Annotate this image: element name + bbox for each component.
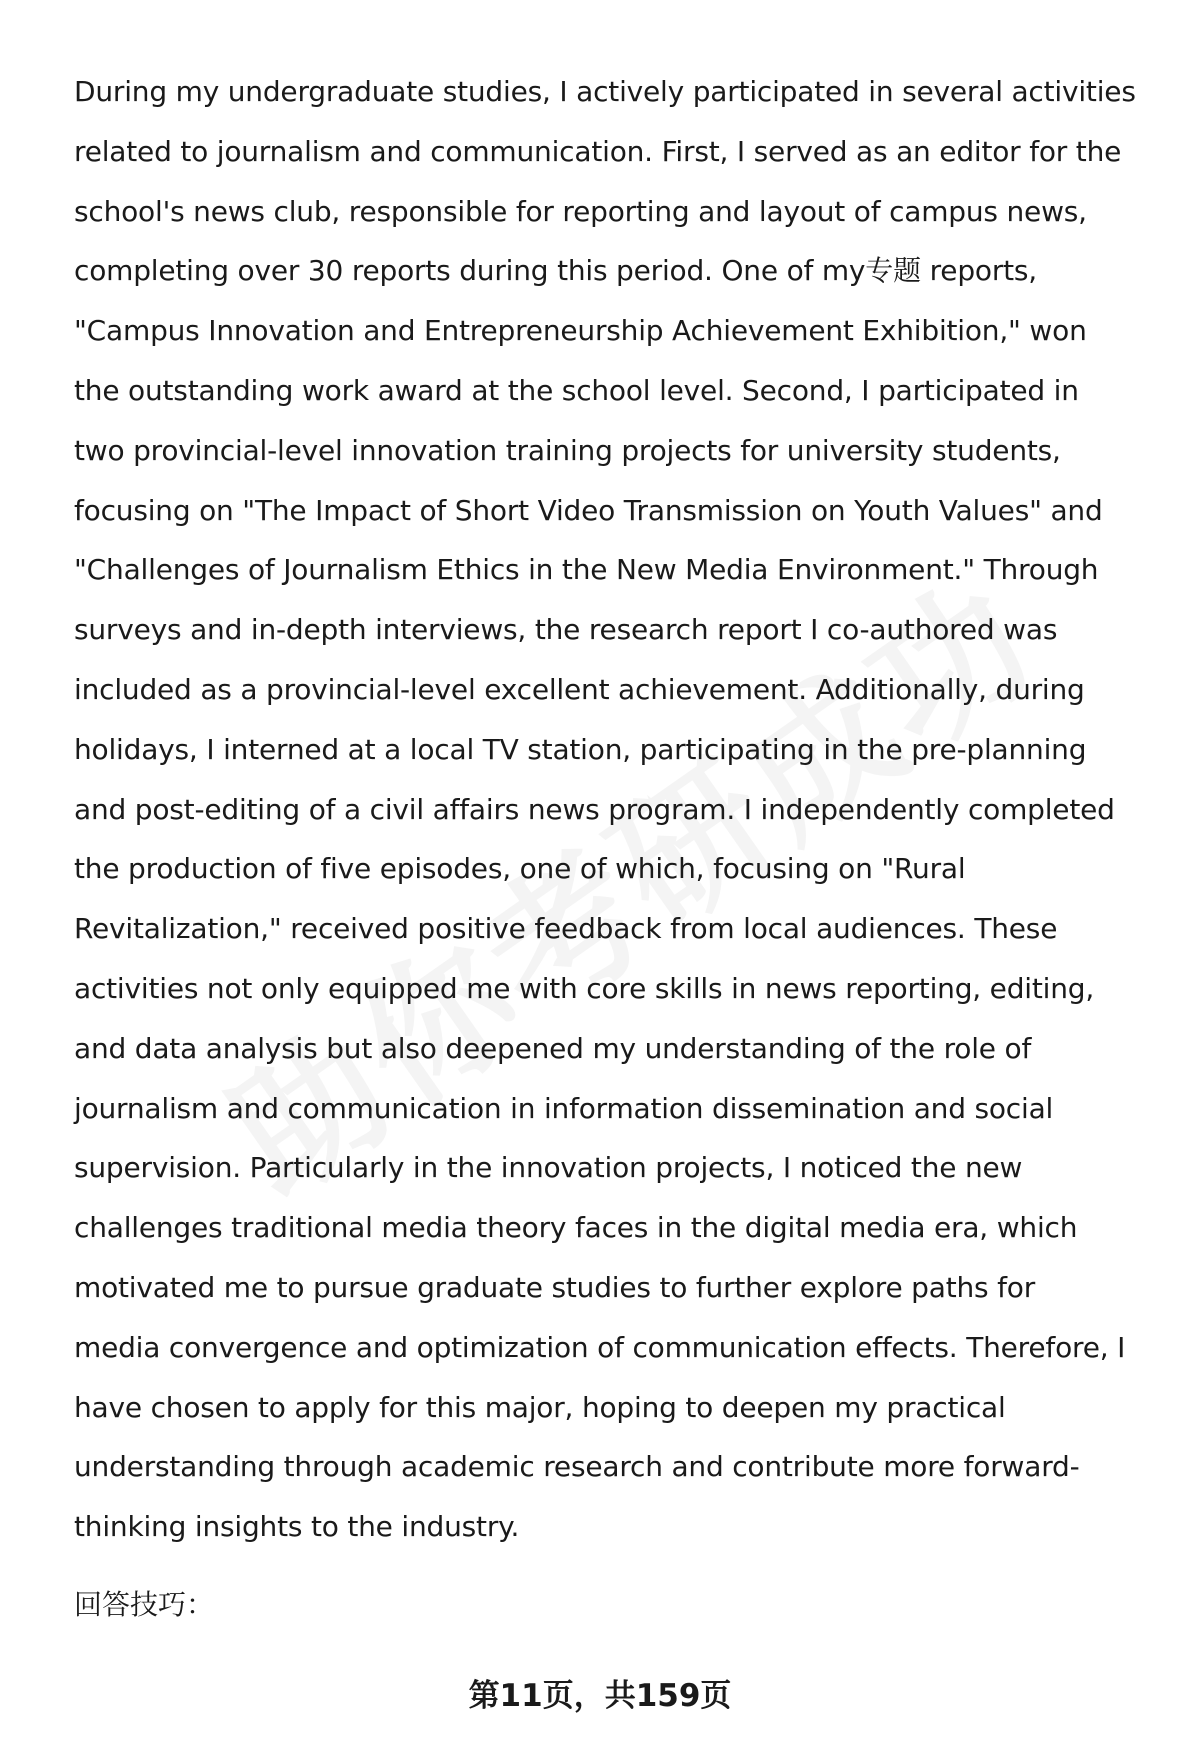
paragraph-line: understanding through academic research and contribute more forward- (74, 1450, 1080, 1484)
paragraph-line: and data analysis but also deepened my understanding of the role of (74, 1031, 1032, 1065)
paragraph-line: the outstanding work award at the school level. Second, I participated in (74, 373, 1079, 407)
paragraph-line: holidays, I interned at a local TV station, participating in the pre-planning (74, 732, 1087, 766)
paragraph-line: related to journalism and communication. First, I served as an editor for the (74, 134, 1122, 168)
paragraph-line: "Campus Innovation and Entrepreneurship Achievement Exhibition," won (74, 314, 1087, 348)
paragraph-line: completing over 30 reports during this period. One of my专题 reports, (74, 254, 1038, 288)
paragraph-line: have chosen to apply for this major, hoping to deepen my practical (74, 1390, 1006, 1424)
paragraph-line: journalism and communication in information dissemination and social (74, 1091, 1054, 1125)
page-number-footer: 第11页，共159页 (468, 1678, 732, 1714)
paragraph-line: school's news club, responsible for reporting and layout of campus news, (74, 194, 1087, 228)
paragraph-line: activities not only equipped me with core skills in news reporting, editing, (74, 971, 1095, 1005)
paragraph-line: included as a provincial-level excellent achievement. Additionally, during (74, 672, 1085, 706)
paragraph-line: focusing on "The Impact of Short Video Transmission on Youth Values" and (74, 493, 1103, 527)
paragraph-line: the production of five episodes, one of which, focusing on "Rural (74, 852, 966, 886)
paragraph-line: thinking insights to the industry. (74, 1510, 520, 1544)
answer-paragraph (74, 62, 1154, 1557)
paragraph-line: Revitalization," received positive feedback from local audiences. These (74, 912, 1058, 946)
paragraph-line: and post-editing of a civil affairs news program. I independently completed (74, 792, 1115, 826)
paragraph-line: surveys and in-depth interviews, the research report I co-authored was (74, 613, 1058, 647)
paragraph-line: supervision. Particularly in the innovation projects, I noticed the new (74, 1151, 1023, 1185)
paragraph-line: During my undergraduate studies, I actively participated in several activities (74, 75, 1136, 108)
paragraph-line: challenges traditional media theory faces in the digital media era, which (74, 1211, 1078, 1245)
paragraph-line: motivated me to pursue graduate studies to further explore paths for (74, 1270, 1036, 1304)
tips-heading: 回答技巧： (74, 1588, 215, 1621)
paragraph-line: "Challenges of Journalism Ethics in the New Media Environment." Through (74, 553, 1099, 587)
paragraph-line: two provincial-level innovation training projects for university students, (74, 433, 1061, 467)
paragraph-line: media convergence and optimization of communication effects. Therefore, I (74, 1330, 1126, 1364)
